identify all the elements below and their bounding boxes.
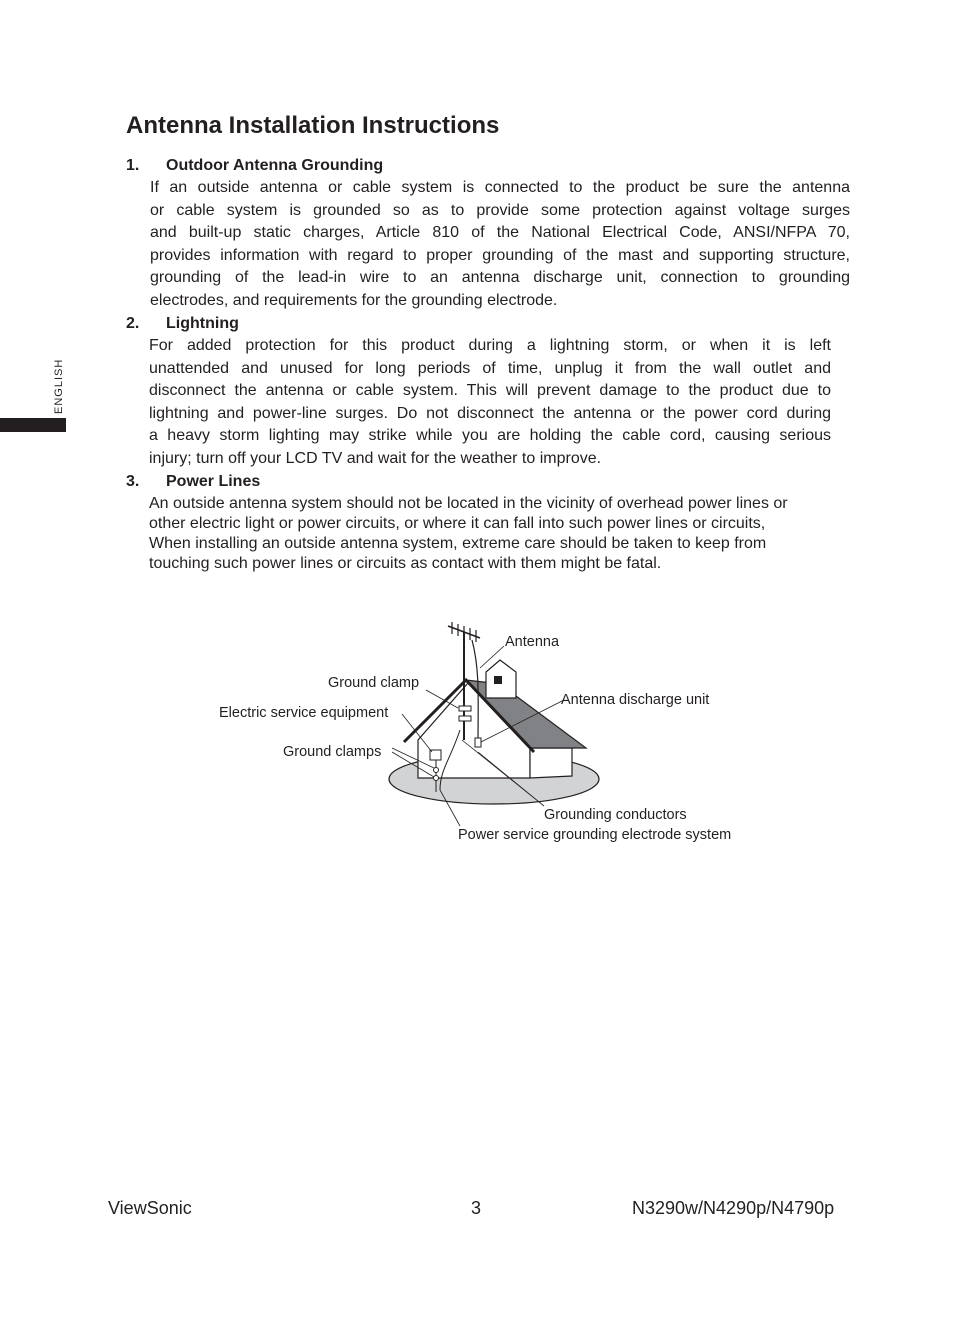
section-2-heading: Lightning [166,315,239,332]
section-3-line: An outside antenna system should not be located in the vicinity of overhead power lines or [149,495,788,512]
section-2-number: 2. [126,315,140,332]
section-1-line: or cable system is grounded so as to provide some protection against voltage surges [150,201,850,219]
section-1-line: electrodes, and requirements for the grounding electrode. [150,291,558,309]
label-power-service-grounding: Power service grounding electrode system [458,827,732,843]
section-3-line: When installing an outside antenna system, extreme care should be taken to keep from [149,535,767,552]
label-electric-service-equipment: Electric service equipment [219,705,389,721]
language-tab-label: ENGLISH [53,358,65,414]
section-1-heading: Outdoor Antenna Grounding [166,157,384,174]
section-3-line: other electric light or power circuits, or where it can fall into such power lines or circuits, [149,515,766,532]
house-side-wall [530,748,572,778]
section-2-line: injury; turn off your LCD TV and wait for the weather to improve. [149,449,602,467]
label-ground-clamps: Ground clamps [283,744,382,760]
section-3-number: 3. [126,473,140,490]
label-antenna: Antenna [505,634,560,650]
ground-clamp-marker [434,776,439,781]
antenna-discharge-unit [475,738,481,747]
footer-brand: ViewSonic [108,1198,192,1218]
section-1-line: provides information with regard to proper grounding of the mast and supporting structure, [150,246,850,264]
footer-page-number: 3 [471,1198,482,1218]
dormer-window [494,676,502,684]
footer-model: N3290w/N4290p/N4790p [632,1198,835,1218]
section-2-line: disconnect the antenna or cable system. This will prevent damage to the product due to [149,382,831,400]
section-2-line: unattended and unused for long periods of time, unplug it from the wall outlet and [149,359,831,377]
mast-bracket [459,706,471,711]
section-3-heading: Power Lines [166,473,261,490]
section-1-line: and built-up static charges, Article 810 of the National Electrical Code, ANSI/NFPA 70, [150,224,850,242]
section-1-number: 1. [126,157,140,174]
mast-bracket [459,716,471,721]
section-2-line: a heavy storm lighting may strike while you are holding the cable cord, causing serious [149,427,831,445]
section-3-line: touching such power lines or circuits as contact with them might be fatal. [149,555,662,572]
section-1-line: grounding of the lead-in wire to an antenna discharge unit, connection to grounding [150,269,850,287]
section-1-line: If an outside antenna or cable system is connected to the product be sure the antenna [150,179,850,196]
label-antenna-discharge-unit: Antenna discharge unit [561,692,710,708]
label-grounding-conductors: Grounding conductors [544,807,687,823]
ground-clamp-marker [434,768,439,773]
label-ground-clamp: Ground clamp [328,675,420,691]
page-title: Antenna Installation Instructions [126,112,500,139]
section-2-line: lightning and power-line surges. Do not disconnect the antenna or the power cord during [149,404,831,422]
section-2-line: For added protection for this product during a lightning storm, or when it is left [149,337,831,354]
